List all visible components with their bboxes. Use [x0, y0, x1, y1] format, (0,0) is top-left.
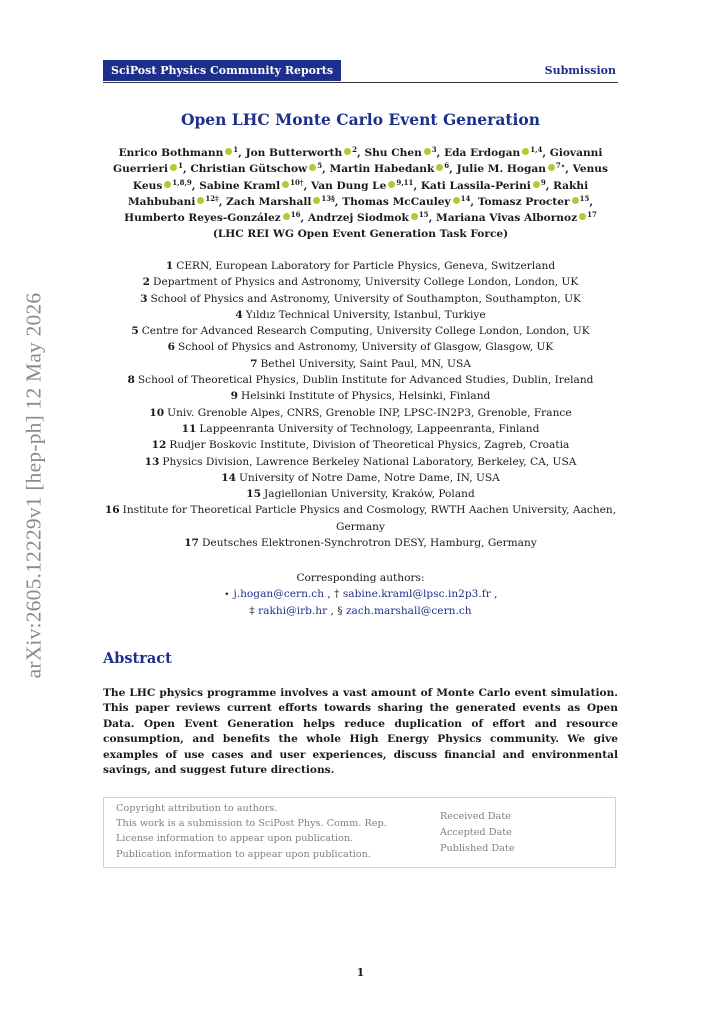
affiliation-item — [103, 323, 618, 339]
affiliation-number: 3 — [140, 292, 148, 305]
publication-info-line: Copyright attribution to authors. — [116, 803, 278, 814]
corresponding-line: ‡ rakhi@irb.hr , § zach.marshall@cern.ch — [249, 604, 472, 617]
author-name: Christian Gütschow $^5$, — [190, 161, 326, 176]
author-affiliation-marker: 13§ — [321, 193, 335, 203]
arxiv-stamp-text: arXiv:2605.12229v1 [hep-ph] 12 May 2026 — [21, 292, 46, 678]
affiliation-number: 4 — [235, 308, 243, 321]
orcid-icon[interactable] — [197, 197, 204, 204]
affiliation-item — [103, 405, 618, 421]
orcid-icon[interactable] — [579, 213, 586, 220]
affiliation-item — [103, 502, 618, 535]
affiliation-item — [103, 307, 618, 323]
affiliation-item — [103, 470, 618, 486]
corresponding-symbol: ⋆ — [223, 588, 234, 601]
orcid-icon[interactable] — [283, 213, 290, 220]
affiliation-text: University of Notre Dame, Notre Dame, IN, USA — [238, 471, 500, 484]
author-name: Julie M. Hogan $^{7⋆}$, — [456, 161, 569, 176]
author-name: Giovanni Guerrieri $^1$, — [113, 147, 603, 176]
affiliation-number: 15 — [246, 488, 261, 501]
orcid-icon[interactable] — [164, 181, 171, 188]
affiliation-number: 9 — [230, 390, 239, 403]
email-link[interactable]: j.hogan@cern.ch — [233, 588, 325, 601]
affiliation-item — [103, 421, 618, 437]
affiliation-number: 8 — [127, 374, 135, 387]
affiliation-item — [103, 339, 618, 355]
affiliation-number: 5 — [131, 325, 139, 338]
journal-header — [103, 60, 618, 83]
author-name: Rakhi Mahbubani $^{12\ddagger}$, — [127, 179, 589, 208]
corresponding-authors — [103, 570, 618, 619]
author-affiliation-marker: 15 — [418, 210, 429, 220]
author-name: Humberto Reyes-González $^{16}$, — [124, 210, 305, 225]
email-link[interactable]: zach.marshall@cern.ch — [345, 604, 472, 617]
affiliation-text: Department of Physics and Astronomy, University College London, London, UK — [153, 276, 579, 289]
author-affiliation-marker: 15 — [579, 193, 590, 203]
affiliation-text: Bethel University, Saint Paul, MN, USA — [260, 357, 471, 370]
orcid-icon[interactable] — [225, 148, 232, 155]
abstract-text: The LHC physics programme involves a vast amount of Monte Carlo event simulation. This paper reviews current efforts towards sharing the generated events as Open Data. Open Event Generation helps reduce duplication of effort and resource consumption, and benefits the whole High Energy Physics community. We give examples of use cases and user experiences, discuss financial and environmental savings, and suggest future directions. — [103, 687, 618, 777]
corresponding-symbol: † — [334, 588, 343, 601]
author-affiliation-marker: 12‡ — [205, 193, 219, 203]
submission-label: Submission — [544, 64, 616, 77]
affiliation-number: 6 — [167, 341, 176, 354]
publication-info-left — [116, 801, 387, 862]
orcid-icon[interactable] — [313, 197, 320, 204]
orcid-icon[interactable] — [548, 164, 555, 171]
orcid-icon[interactable] — [436, 164, 443, 171]
author-name: Enrico Bothmann $^1$, — [118, 145, 242, 159]
affiliation-item — [103, 372, 618, 388]
affiliation-number: 12 — [151, 439, 167, 452]
publication-info-line: This work is a submission to SciPost Phys. Comm. Rep. — [116, 818, 387, 830]
orcid-icon[interactable] — [453, 197, 460, 204]
author-affiliation-marker: 9 — [540, 177, 546, 187]
author-affiliation-marker: 1 — [178, 161, 183, 171]
orcid-icon[interactable] — [572, 197, 579, 204]
author-affiliation-marker: 17 — [587, 210, 597, 220]
page-number: 1 — [356, 966, 365, 979]
affiliation-text: School of Physics and Astronomy, University of Glasgow, Glasgow, UK — [178, 341, 554, 354]
abstract-heading: Abstract — [103, 650, 172, 667]
author-affiliation-marker: 6 — [444, 161, 450, 171]
orcid-icon[interactable] — [344, 148, 351, 155]
affiliation-item — [103, 274, 618, 290]
affiliation-item — [103, 291, 618, 307]
author-affiliation-marker: 1 — [233, 145, 239, 154]
publication-info-line: License information to appear upon publication. — [116, 833, 354, 845]
affiliation-text: CERN, European Laboratory for Particle Physics, Geneva, Switzerland — [176, 260, 556, 272]
affiliation-number: 11 — [181, 422, 197, 435]
affiliation-text: Yıldız Technical University, Istanbul, Turkiye — [245, 308, 486, 321]
email-link[interactable]: sabine.kraml@lpsc.in2p3.fr — [342, 588, 491, 601]
affiliation-text: Physics Division, Lawrence Berkeley National Laboratory, Berkeley, CA, USA — [162, 455, 577, 468]
author-affiliation-marker: 9,11 — [396, 177, 414, 187]
publication-date-label: Published Date — [440, 843, 515, 854]
affiliation-item — [103, 388, 618, 404]
corresponding-symbol: § — [337, 604, 346, 617]
affiliation-text: School of Physics and Astronomy, University of Southampton, Southampton, UK — [150, 292, 581, 305]
author-affiliation-marker: 16 — [290, 210, 301, 220]
affiliation-number: 7 — [250, 357, 258, 370]
author-affiliation-marker: 2 — [352, 145, 358, 154]
affiliation-number: 2 — [142, 276, 151, 289]
affiliation-number: 1 — [165, 260, 174, 272]
author-name: Sabine Kraml $^{10\dagger}$, — [199, 177, 308, 192]
affiliation-text: Deutsches Elektronen-Synchrotron DESY, Hamburg, Germany — [201, 537, 537, 550]
author-name: Venus Keus $^{1,8,9}$, — [132, 163, 608, 192]
affiliation-number: 17 — [184, 537, 199, 550]
author-affiliation-marker: 10† — [290, 177, 304, 187]
affiliation-list — [103, 258, 618, 551]
affiliation-item — [103, 486, 618, 502]
author-name: Shu Chen $^3$, — [364, 145, 441, 159]
author-items — [113, 147, 608, 224]
author-name: Thomas McCauley $^{14}$, — [342, 193, 475, 208]
author-list — [100, 145, 621, 243]
affiliation-text: Rudjer Boskovic Institute, Division of Theoretical Physics, Zagreb, Croatia — [169, 439, 570, 452]
affiliation-item — [103, 454, 618, 470]
affiliation-number: 13 — [144, 455, 160, 468]
affiliation-text: Helsinki Institute of Physics, Helsinki, Finland — [241, 390, 491, 403]
author-name: Kati Lassila-Perini $^9$, — [420, 177, 550, 192]
author-affiliation-marker: 7⋆ — [555, 161, 566, 171]
author-name: Andrzej Siodmok $^{15}$, — [307, 210, 433, 225]
affiliation-text: Centre for Advanced Research Computing, University College London, London, UK — [141, 325, 590, 338]
orcid-icon[interactable] — [282, 181, 289, 188]
affiliation-text: Lappeenranta University of Technology, Lappeenranta, Finland — [199, 422, 540, 435]
corresponding-label: Corresponding authors: — [296, 572, 425, 584]
author-affiliation-marker: 1,4 — [530, 145, 543, 154]
affiliation-item — [103, 437, 618, 453]
publication-info-box — [103, 797, 616, 868]
affiliation-number: 10 — [149, 406, 165, 419]
orcid-icon[interactable] — [170, 164, 177, 171]
paper-title: Open LHC Monte Carlo Event Generation — [180, 110, 541, 129]
publication-date-label: Received Date — [440, 811, 511, 822]
orcid-icon[interactable] — [424, 148, 431, 155]
affiliation-text: Univ. Grenoble Alpes, CNRS, Grenoble INP, LPSC-IN2P3, Grenoble, France — [167, 406, 572, 419]
author-affiliation-marker: 5 — [317, 161, 323, 171]
arxiv-stamp — [14, 290, 54, 680]
orcid-icon[interactable] — [309, 164, 316, 171]
email-link[interactable]: rakhi@irb.hr — [258, 604, 328, 617]
corresponding-line: ⋆ j.hogan@cern.ch , † sabine.kraml@lpsc.in2p3.fr , — [223, 588, 498, 601]
affiliation-text: Jagiellonian University, Kraków, Poland — [264, 488, 475, 501]
orcid-icon[interactable] — [411, 213, 418, 220]
task-force-label: (LHC REI WG Open Event Generation Task Force) — [212, 228, 509, 241]
author-name: Eda Erdogan $^{1,4}$, — [444, 145, 547, 159]
author-name: Tomasz Procter $^{15}$, — [477, 193, 594, 208]
orcid-icon[interactable] — [522, 148, 529, 155]
author-name: Jon Butterworth $^2$, — [245, 145, 361, 159]
affiliation-text: School of Theoretical Physics, Dublin Institute for Advanced Studies, Dublin, Ireland — [137, 374, 594, 387]
affiliation-item — [103, 535, 618, 551]
author-name: Zach Marshall $^{13\S}$, — [226, 193, 339, 208]
author-name: Mariana Vivas Albornoz $^{17}$ — [435, 210, 597, 225]
author-affiliation-marker: 3 — [431, 145, 437, 154]
author-name: Martin Habedank $^6$, — [329, 161, 453, 176]
publication-info-line: Publication information to appear upon publication. — [116, 848, 371, 860]
affiliation-item — [103, 356, 618, 372]
affiliation-number: 16 — [104, 504, 120, 517]
author-affiliation-marker: 1,8,9 — [172, 177, 192, 187]
corresponding-symbol: ‡ — [249, 604, 259, 617]
orcid-icon[interactable] — [388, 181, 395, 188]
journal-badge: SciPost Physics Community Reports — [103, 60, 341, 81]
author-name: Van Dung Le $^{9,11}$, — [310, 177, 418, 192]
affiliation-number: 14 — [221, 471, 236, 484]
publication-date-label: Accepted Date — [440, 827, 512, 838]
orcid-icon[interactable] — [533, 181, 540, 188]
publication-dates — [440, 809, 515, 857]
affiliation-text: Institute for Theoretical Particle Physics and Cosmology, RWTH Aachen University, Aachen, Germany — [122, 504, 617, 533]
author-affiliation-marker: 14 — [460, 193, 471, 203]
affiliation-item — [103, 258, 618, 274]
